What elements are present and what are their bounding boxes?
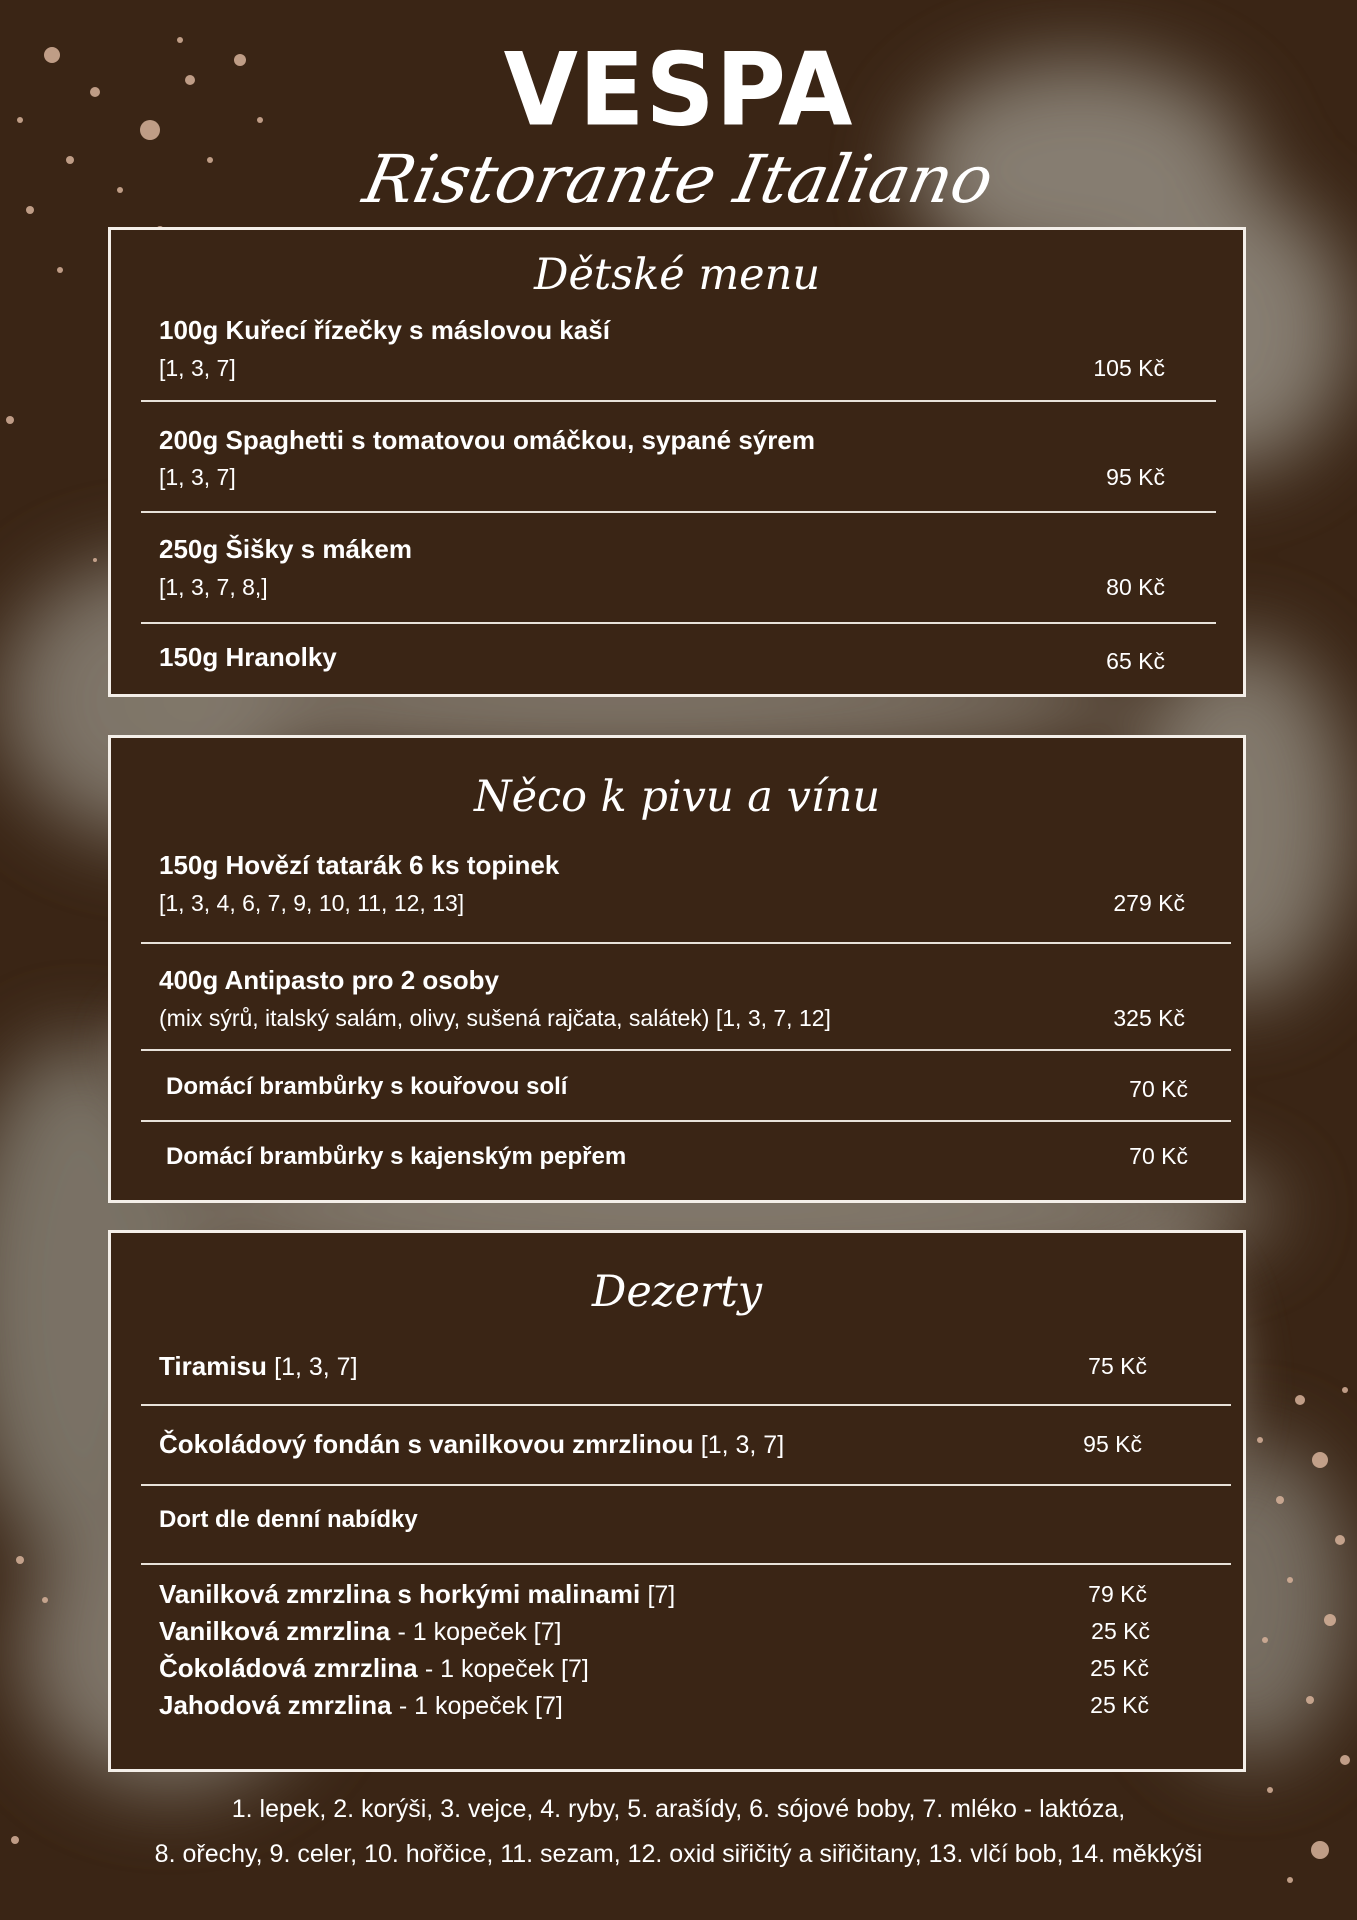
divider	[141, 400, 1216, 402]
item-price: 65 Kč	[1106, 648, 1165, 674]
item-price: 105 Kč	[1093, 355, 1165, 381]
item-name: Čokoládový fondán s vanilkovou zmrzlinou [1, 3, 7]	[159, 1429, 785, 1459]
item-name: 400g Antipasto pro 2 osoby	[159, 965, 499, 995]
item-name: 100g Kuřecí řízečky s máslovou kaší	[159, 315, 610, 345]
section-kids-menu	[108, 227, 1246, 697]
divider	[141, 1484, 1231, 1486]
item-name: Domácí brambůrky s kajenským pepřem	[166, 1143, 627, 1170]
allergen-legend-line-1: 1. lepek, 2. korýši, 3. vejce, 4. ryby, 5. arašídy, 6. sójové boby, 7. mléko - laktóza,	[231, 1795, 1126, 1823]
item-allergens: [1, 3, 7]	[159, 464, 236, 490]
item-name: 250g Šišky s mákem	[159, 534, 412, 564]
item-name: Vanilková zmrzlina s horkými malinami [7]	[159, 1579, 676, 1609]
brand-subtitle: Ristorante Italiano	[357, 141, 1001, 218]
item-allergens: - 1 kopeček [7]	[397, 1618, 562, 1646]
item-allergens: [1, 3, 7]	[700, 1431, 785, 1459]
item-price: 25 Kč	[1091, 1618, 1150, 1644]
item-name: Čokoládová zmrzlina - 1 kopeček [7]	[159, 1653, 589, 1683]
item-name: 200g Spaghetti s tomatovou omáčkou, sypané sýrem	[159, 425, 815, 455]
item-price: 25 Kč	[1090, 1655, 1149, 1681]
brand-title: VESPA	[503, 31, 854, 149]
divider	[141, 942, 1231, 944]
section-title: Něco k pivu a vínu	[473, 772, 881, 822]
allergen-legend-line-2: 8. ořechy, 9. celer, 10. hořčice, 11. sezam, 12. oxid siřičitý a siřičitany, 13. vlčí bob, 14. měkkýši	[154, 1840, 1203, 1868]
item-allergens: [1, 3, 7]	[159, 355, 236, 381]
divider	[141, 1563, 1231, 1565]
item-price: 70 Kč	[1129, 1143, 1188, 1169]
item-price: 80 Kč	[1106, 574, 1165, 600]
item-name: Domácí brambůrky s kouřovou solí	[166, 1073, 568, 1100]
restaurant-header	[0, 31, 1357, 220]
divider	[141, 1404, 1231, 1406]
section-desserts	[108, 1230, 1246, 1772]
item-allergens: - 1 kopeček [7]	[424, 1655, 589, 1683]
item-allergens: - 1 kopeček [7]	[398, 1692, 563, 1720]
item-name: Jahodová zmrzlina - 1 kopeček [7]	[159, 1690, 563, 1720]
item-name: Dort dle denní nabídky	[159, 1506, 418, 1533]
divider	[141, 622, 1216, 624]
item-allergens: [1, 3, 7]	[274, 1353, 358, 1381]
divider	[141, 511, 1216, 513]
item-price: 279 Kč	[1113, 890, 1185, 916]
divider	[141, 1049, 1231, 1051]
section-title: Dezerty	[591, 1267, 763, 1317]
section-beer-wine-snacks	[108, 735, 1246, 1203]
section-title: Dětské menu	[533, 250, 821, 300]
divider	[141, 1120, 1231, 1122]
item-allergens: [7]	[647, 1581, 676, 1609]
item-price: 70 Kč	[1129, 1076, 1188, 1102]
item-price: 79 Kč	[1088, 1581, 1147, 1607]
item-price: 95 Kč	[1106, 464, 1165, 490]
item-name: Tiramisu [1, 3, 7]	[159, 1351, 358, 1381]
item-name: 150g Hovězí tatarák 6 ks topinek	[159, 850, 560, 880]
item-price: 325 Kč	[1113, 1005, 1185, 1031]
item-allergens: [1, 3, 4, 6, 7, 9, 10, 11, 12, 13]	[159, 890, 465, 916]
item-allergens: [1, 3, 7, 8,]	[159, 574, 268, 600]
item-name: Vanilková zmrzlina - 1 kopeček [7]	[159, 1616, 562, 1646]
item-allergens: (mix sýrů, italský salám, olivy, sušená rajčata, salátek) [1, 3, 7, 12]	[159, 1005, 831, 1031]
item-price: 25 Kč	[1090, 1692, 1149, 1718]
item-name: 150g Hranolky	[159, 642, 337, 672]
item-price: 75 Kč	[1088, 1353, 1147, 1379]
item-price: 95 Kč	[1083, 1431, 1142, 1457]
